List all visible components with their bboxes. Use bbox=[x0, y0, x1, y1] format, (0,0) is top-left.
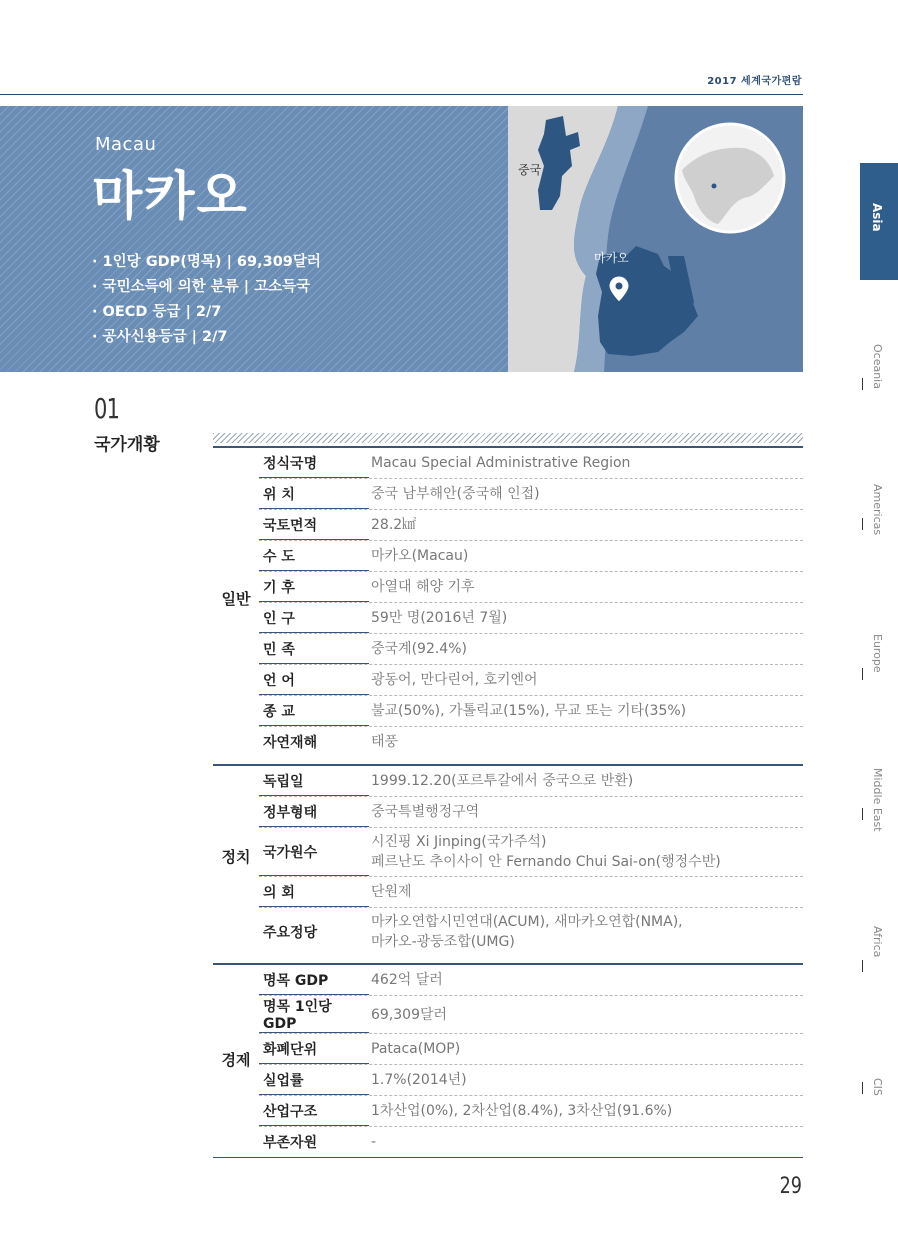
tab-asia-label: Asia bbox=[870, 203, 884, 232]
table-header-hatch bbox=[213, 433, 803, 443]
tab-cis[interactable] bbox=[862, 1004, 892, 1094]
table-row bbox=[259, 696, 803, 727]
row-label: 국가원수 bbox=[259, 828, 369, 876]
group-label-general: 일반 bbox=[221, 590, 251, 608]
table-row bbox=[259, 1034, 803, 1065]
row-value-line1: 마카오연합시민연대(ACUM), 새마카오연합(NMA), bbox=[371, 914, 683, 930]
row-value: 불교(50%), 가톨릭교(15%), 무교 또는 기타(35%) bbox=[371, 703, 687, 719]
row-value: 59만 명(2016년 7월) bbox=[371, 610, 508, 626]
table-row bbox=[259, 448, 803, 479]
row-value: Pataca(MOP) bbox=[371, 1041, 461, 1057]
country-info-table bbox=[213, 446, 803, 1158]
section-number: 01 bbox=[94, 392, 120, 425]
row-label: 수 도 bbox=[259, 541, 369, 571]
page-number: 29 bbox=[779, 1174, 802, 1199]
row-value: 28.2㎢ bbox=[371, 517, 417, 533]
row-value bbox=[369, 828, 803, 876]
row-value: 중국계(92.4%) bbox=[371, 641, 467, 657]
tab-tick bbox=[862, 960, 863, 972]
row-value: - bbox=[371, 1134, 377, 1150]
row-label: 명목 1인당 GDP bbox=[259, 996, 369, 1033]
row-label: 화폐단위 bbox=[259, 1034, 369, 1064]
row-value-line1: 시진핑 Xi Jinping(국가주석) bbox=[371, 834, 547, 850]
tab-tick bbox=[862, 518, 863, 530]
group-economy bbox=[213, 963, 803, 1158]
tab-americas[interactable] bbox=[862, 440, 892, 536]
table-row bbox=[259, 572, 803, 603]
row-value: 1차산업(0%), 2차산업(8.4%), 3차산업(91.6%) bbox=[371, 1103, 673, 1119]
row-label: 주요정당 bbox=[263, 925, 318, 941]
row-label: 정부형태 bbox=[259, 797, 369, 827]
fact-income-class: · 국민소득에 의한 분류 | 고소득국 bbox=[92, 279, 311, 295]
tab-oceania[interactable] bbox=[862, 300, 892, 390]
section-title: 국가개황 bbox=[94, 435, 160, 455]
row-label: 실업률 bbox=[259, 1065, 369, 1095]
row-value: 462억 달러 bbox=[371, 972, 443, 988]
table-row bbox=[259, 634, 803, 665]
row-value: 태풍 bbox=[371, 734, 399, 750]
tab-tick bbox=[862, 378, 863, 390]
tab-europe[interactable] bbox=[862, 590, 892, 680]
tab-middle-east[interactable] bbox=[862, 730, 892, 832]
row-value: 마카오(Macau) bbox=[371, 548, 469, 564]
row-value bbox=[369, 908, 803, 956]
map-label-china: 중국 bbox=[518, 163, 542, 177]
row-value: 중국특별행정구역 bbox=[371, 804, 480, 820]
table-row bbox=[259, 1065, 803, 1096]
row-value: 1.7%(2014년) bbox=[371, 1072, 467, 1088]
tab-americas-label: Americas bbox=[871, 484, 884, 536]
table-row bbox=[259, 996, 803, 1034]
table-row bbox=[259, 665, 803, 696]
row-value-line2: 페르난도 추이사이 안 Fernando Chui Sai-on(행정수반) bbox=[371, 854, 721, 870]
table-row bbox=[259, 727, 803, 757]
fact-gdp-per-capita: · 1인당 GDP(명목) | 69,309달러 bbox=[92, 254, 321, 270]
fact-credit-grade: · 공사신용등급 | 2/7 bbox=[92, 329, 228, 345]
row-label: 의 회 bbox=[259, 877, 369, 907]
table-row bbox=[259, 797, 803, 828]
country-name-en: Macau bbox=[95, 134, 157, 155]
table-row bbox=[259, 877, 803, 908]
table-row bbox=[259, 908, 803, 956]
row-label: 종 교 bbox=[259, 696, 369, 726]
group-label-economy: 경제 bbox=[221, 1051, 251, 1069]
row-value: 69,309달러 bbox=[371, 1006, 448, 1023]
row-label: 민 족 bbox=[259, 634, 369, 664]
map-graphic bbox=[508, 106, 803, 372]
row-value: Macau Special Administrative Region bbox=[371, 455, 631, 471]
row-value: 아열대 해양 기후 bbox=[371, 579, 475, 595]
row-label: 부존자원 bbox=[263, 1135, 318, 1151]
country-banner bbox=[0, 106, 508, 372]
tab-europe-label: Europe bbox=[871, 634, 884, 673]
group-label-politics: 정치 bbox=[221, 848, 251, 866]
tab-oceania-label: Oceania bbox=[871, 344, 884, 389]
table-row bbox=[259, 510, 803, 541]
country-name-ko: 마카오 bbox=[92, 167, 249, 227]
row-value-line2: 마카오-광둥조합(UMG) bbox=[371, 934, 515, 950]
tab-tick bbox=[862, 1082, 863, 1094]
globe-inset-icon bbox=[676, 124, 784, 232]
row-label: 언 어 bbox=[259, 665, 369, 695]
table-row bbox=[259, 479, 803, 510]
row-label: 위 치 bbox=[259, 479, 369, 509]
table-row bbox=[259, 603, 803, 634]
row-value: 중국 남부해안(중국해 인접) bbox=[371, 486, 540, 502]
key-facts-list bbox=[92, 250, 321, 350]
tab-tick bbox=[862, 668, 863, 680]
table-row bbox=[259, 541, 803, 572]
tab-africa[interactable] bbox=[862, 882, 892, 972]
row-label: 자연재해 bbox=[263, 735, 318, 751]
group-politics bbox=[213, 764, 803, 956]
tab-cis-label: CIS bbox=[871, 1078, 884, 1096]
table-row bbox=[259, 1096, 803, 1127]
row-label: 정식국명 bbox=[259, 448, 369, 478]
tab-asia[interactable] bbox=[860, 163, 898, 280]
map-label-macau: 마카오 bbox=[594, 251, 629, 265]
tab-tick bbox=[862, 808, 863, 820]
row-label: 인 구 bbox=[259, 603, 369, 633]
publication-title: 2017 세계국가편람 bbox=[707, 76, 802, 87]
row-label: 기 후 bbox=[259, 572, 369, 602]
group-general bbox=[213, 446, 803, 757]
table-row bbox=[259, 1127, 803, 1157]
row-value: 광동어, 만다린어, 호키엔어 bbox=[371, 672, 538, 688]
table-row bbox=[259, 828, 803, 877]
table-row bbox=[259, 766, 803, 797]
table-row bbox=[259, 965, 803, 996]
tab-africa-label: Africa bbox=[871, 926, 884, 958]
row-value: 1999.12.20(포르투갈에서 중국으로 반환) bbox=[371, 773, 634, 789]
location-map bbox=[508, 106, 803, 372]
fact-oecd-grade: · OECD 등급 | 2/7 bbox=[92, 304, 222, 320]
row-value: 단원제 bbox=[371, 884, 412, 900]
row-label: 국토면적 bbox=[259, 510, 369, 540]
header-rule bbox=[0, 94, 803, 95]
row-label: 산업구조 bbox=[259, 1096, 369, 1126]
tab-middle-east-label: Middle East bbox=[871, 768, 884, 832]
row-label: 명목 GDP bbox=[259, 965, 369, 995]
row-label: 독립일 bbox=[259, 766, 369, 796]
